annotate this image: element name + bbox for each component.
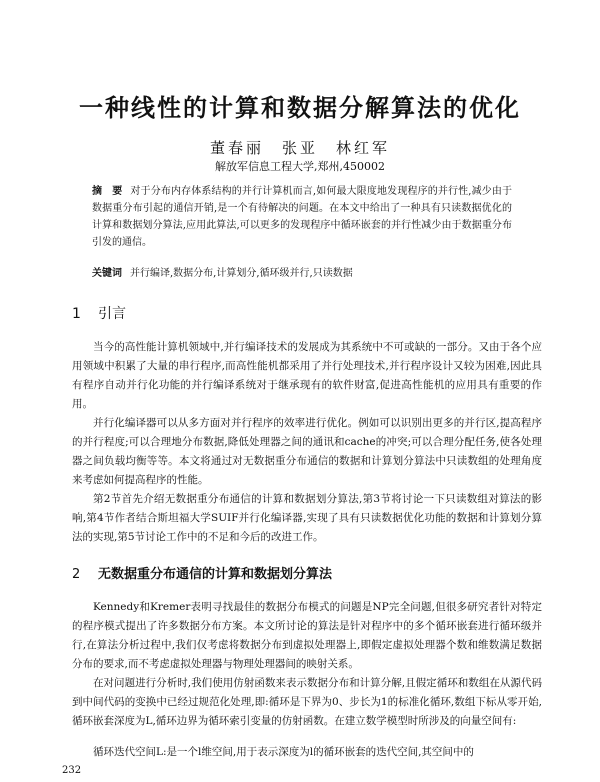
section-1-heading (72, 303, 126, 323)
section-1-number: 1 (72, 306, 81, 322)
section-2-paragraph: 在对问题进行分析时,我们使用仿射函数来表示数据分布和计算分解,且假定循环和数组在从源代码到中间代码的变换中已经过规范化处理,即:循环是下界为0、步长为1的标准化循环,数组下标从零开始,循环嵌套深度为L,循环边界为循环索引变量的仿射函数。在建立数学模型时所涉及的向量空间有: (72, 677, 542, 727)
abstract-label: 摘 要 (92, 186, 123, 197)
author-affiliation: 解放军信息工程大学,郑州,450002 (215, 160, 385, 173)
keywords-label: 关键词 (92, 268, 122, 279)
section-2-heading (72, 563, 332, 582)
section-1-paragraph: 并行化编译器可以从多方面对并行程序的效率进行优化。例如可以识别出更多的并行区,提高程序的并行程度;可以合理地分布数据,降低处理器之间的通讯和cache的冲突;可以合理分配任务,使各处理器之间负载均衡等等。本文将通过对无数据重分布通信的数据和计算划分算法中只读数组的处理角度来考虑如何提高程序的性能。 (72, 417, 542, 486)
section-2-paragraph: Kennedy和Kremer表明寻找最佳的数据分布模式的问题是NP完全问题,但很多研究者针对特定的程序模式提出了许多数据分布方案。本文所讨论的算法是针对程序中的多个循环嵌套进行循环级并行,在算法分析过程中,我们仅考虑将数据分布到虚拟处理器上,即假定虚拟处理器个数和维数满足数据分布的要求,而不考虑虚拟处理器与物理处理器间的映射关系。 (72, 601, 542, 670)
abstract-text: 对于分布内存体系结构的并行计算机而言,如何最大限度地发现程序的并行性,减少由于数据重分布引起的通信开销,是一个有待解决的问题。在本文中给出了一种具有只读数据优化的计算和数据划分算法,应用此算法,可以更多的发现程序中循环嵌套的并行性减少由于数据重分布引发的通信。 (92, 186, 513, 248)
section-2-title: 无数据重分布通信的计算和数据划分算法 (98, 567, 333, 582)
section-2-paragraph: 循环迭代空间L:是一个l维空间,用于表示深度为l的循环嵌套的迭代空间,其空间中的 (93, 746, 474, 758)
keywords-text: 并行编译,数据分布,计算划分,循环级并行,只读数据 (130, 268, 353, 279)
section-1-title: 引言 (98, 306, 126, 322)
keywords (92, 265, 512, 282)
author-list: 董春丽 张亚 林红军 (209, 139, 390, 157)
paper-title: 一种线性的计算和数据分解算法的优化 (79, 94, 521, 122)
page-number: 232 (62, 765, 82, 776)
section-1-paragraph: 当今的高性能计算机领域中,并行编译技术的发展成为其系统中不可或缺的一部分。又由于各个应用领域中积累了大量的串行程序,而高性能机都采用了并行处理技术,并行程序设计又较为困难,因此具有程序自动并行化功能的并行编译系统对于继承现有的软件财富,促进高性能机的应用具有重要的作用。 (72, 341, 542, 410)
section-1-paragraph: 第2节首先介绍无数据重分布通信的计算和数据划分算法,第3节将讨论一下只读数组对算法的影响,第4节作者结合斯坦福大学SUIF并行化编译器,实现了具有只读数据优化功能的数据和计算划分算法的实现,第5节讨论工作中的不足和今后的改进工作。 (72, 493, 542, 543)
section-2-number: 2 (72, 567, 81, 582)
abstract (92, 183, 512, 251)
